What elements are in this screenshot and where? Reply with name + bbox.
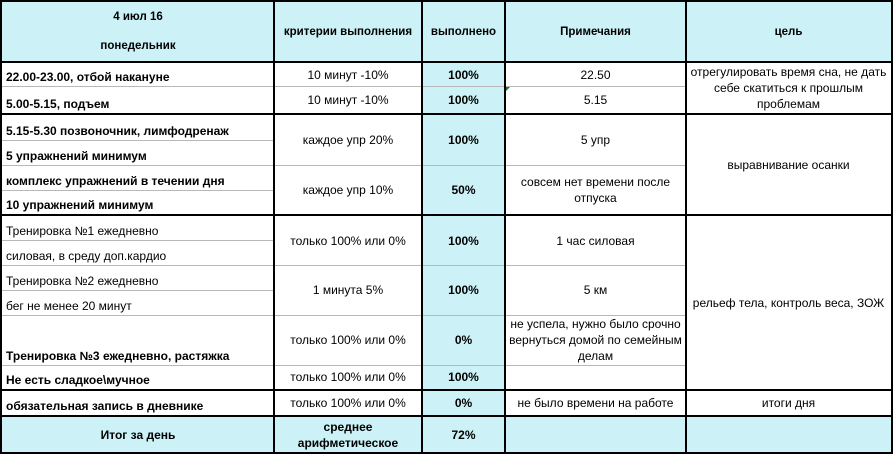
criteria-cell[interactable]: 10 минут -10%	[307, 67, 389, 82]
task-line-2[interactable]: 5 упражнений минимум	[6, 149, 147, 163]
note-cell[interactable]: 5 упр	[580, 133, 611, 147]
task-line-2[interactable]: бег не менее 20 минут	[6, 299, 132, 313]
border-header-bottom	[0, 61, 893, 63]
row-divider	[0, 240, 274, 241]
note-cell[interactable]: совсем нет времени после отпуска	[520, 174, 671, 205]
header-weekday: понедельник	[100, 40, 176, 53]
note-cell[interactable]	[505, 365, 686, 389]
done-cell[interactable]: 100%	[422, 63, 505, 86]
task-cell[interactable]: 5.00-5.15, подъем	[6, 97, 110, 111]
goal-posture-cell[interactable]: выравнивание осанки	[727, 157, 850, 172]
column-divider	[504, 0, 506, 454]
criteria-cell[interactable]: 10 минут -10%	[307, 92, 389, 107]
total-goal-empty[interactable]	[686, 417, 891, 452]
cell-comment-marker	[506, 87, 510, 91]
note-cell[interactable]: не было времени на работе	[517, 396, 674, 410]
goal-diary-cell[interactable]: итоги дня	[761, 396, 816, 410]
total-note-empty[interactable]	[505, 417, 686, 452]
row-divider	[0, 290, 274, 291]
goal-body-cell[interactable]: рельеф тела, контроль веса, ЗОЖ	[692, 295, 885, 310]
criteria-cell[interactable]: каждое упр 20%	[302, 133, 394, 147]
criteria-cell[interactable]: только 100% или 0%	[290, 396, 406, 410]
done-cell[interactable]: 100%	[422, 365, 505, 389]
done-cell[interactable]: 100%	[422, 216, 505, 265]
total-criteria[interactable]: среднее арифметическое	[274, 417, 422, 452]
header-date-cell[interactable]	[2, 2, 274, 61]
row-divider	[0, 140, 274, 141]
task-cell[interactable]: 22.00-23.00, отбой накануне	[6, 70, 170, 84]
row-divider-bold	[0, 415, 893, 417]
goal-sleep-cell[interactable]: отрегулировать время сна, не дать себе скатиться к прошлым проблемам	[690, 65, 887, 111]
row-divider-bold	[0, 389, 893, 391]
header-goal[interactable]: цель	[686, 2, 891, 61]
task-line-1[interactable]: Тренировка №1 ежедневно	[6, 224, 159, 238]
note-cell[interactable]: 1 час силовая	[556, 233, 635, 248]
task-line-1[interactable]: комплекс упражнений в течении дня	[6, 174, 225, 188]
criteria-cell[interactable]: только 100% или 0%	[290, 333, 406, 347]
done-cell[interactable]: 0%	[422, 391, 505, 415]
done-cell[interactable]: 100%	[422, 115, 505, 165]
row-divider-bold	[0, 214, 893, 216]
column-divider	[421, 0, 423, 454]
done-cell[interactable]: 100%	[422, 86, 505, 113]
task-line-1[interactable]: 5.15-5.30 позвоночник, лимфодренаж	[6, 124, 229, 138]
note-cell[interactable]: не успела, нужно было срочно вернуться домой по семейным делам	[509, 317, 682, 363]
criteria-cell[interactable]: только 100% или 0%	[290, 233, 406, 248]
header-criteria[interactable]: критерии выполнения	[274, 2, 422, 61]
header-notes[interactable]: Примечания	[505, 2, 686, 61]
row-divider	[0, 86, 686, 87]
row-divider	[0, 365, 686, 366]
header-done[interactable]: выполнено	[422, 2, 505, 61]
row-divider-bold	[0, 113, 893, 115]
task-cell[interactable]: обязательная запись в дневнике	[6, 399, 204, 413]
task-cell[interactable]: Тренировка №3 ежедневно, растяжка	[6, 349, 230, 363]
row-divider	[0, 165, 686, 166]
border-left	[0, 0, 2, 454]
criteria-cell[interactable]: каждое упр 10%	[302, 182, 394, 197]
header-date: 4 июл 16	[113, 10, 163, 23]
done-cell[interactable]: 100%	[422, 265, 505, 315]
row-divider	[0, 315, 686, 316]
task-cell[interactable]: Не есть сладкое\мучное	[6, 373, 150, 387]
row-divider	[0, 265, 686, 266]
total-label[interactable]: Итог за день	[2, 417, 274, 452]
criteria-cell[interactable]: 1 минута 5%	[312, 283, 384, 297]
column-divider	[685, 0, 687, 454]
task-line-2[interactable]: силовая, в среду доп.кардио	[6, 249, 167, 263]
note-cell[interactable]: 5 км	[583, 283, 608, 297]
task-line-1[interactable]: Тренировка №2 ежедневно	[6, 274, 159, 288]
done-cell[interactable]: 50%	[422, 165, 505, 214]
done-cell[interactable]: 0%	[422, 315, 505, 365]
criteria-cell[interactable]: только 100% или 0%	[290, 370, 406, 384]
task-line-2[interactable]: 10 упражнений минимум	[6, 198, 154, 212]
row-divider	[0, 190, 274, 191]
border-top	[0, 0, 893, 2]
column-divider	[273, 0, 275, 454]
total-done[interactable]: 72%	[422, 417, 505, 452]
note-cell[interactable]: 5.15	[583, 92, 608, 107]
note-cell[interactable]: 22.50	[580, 67, 611, 82]
